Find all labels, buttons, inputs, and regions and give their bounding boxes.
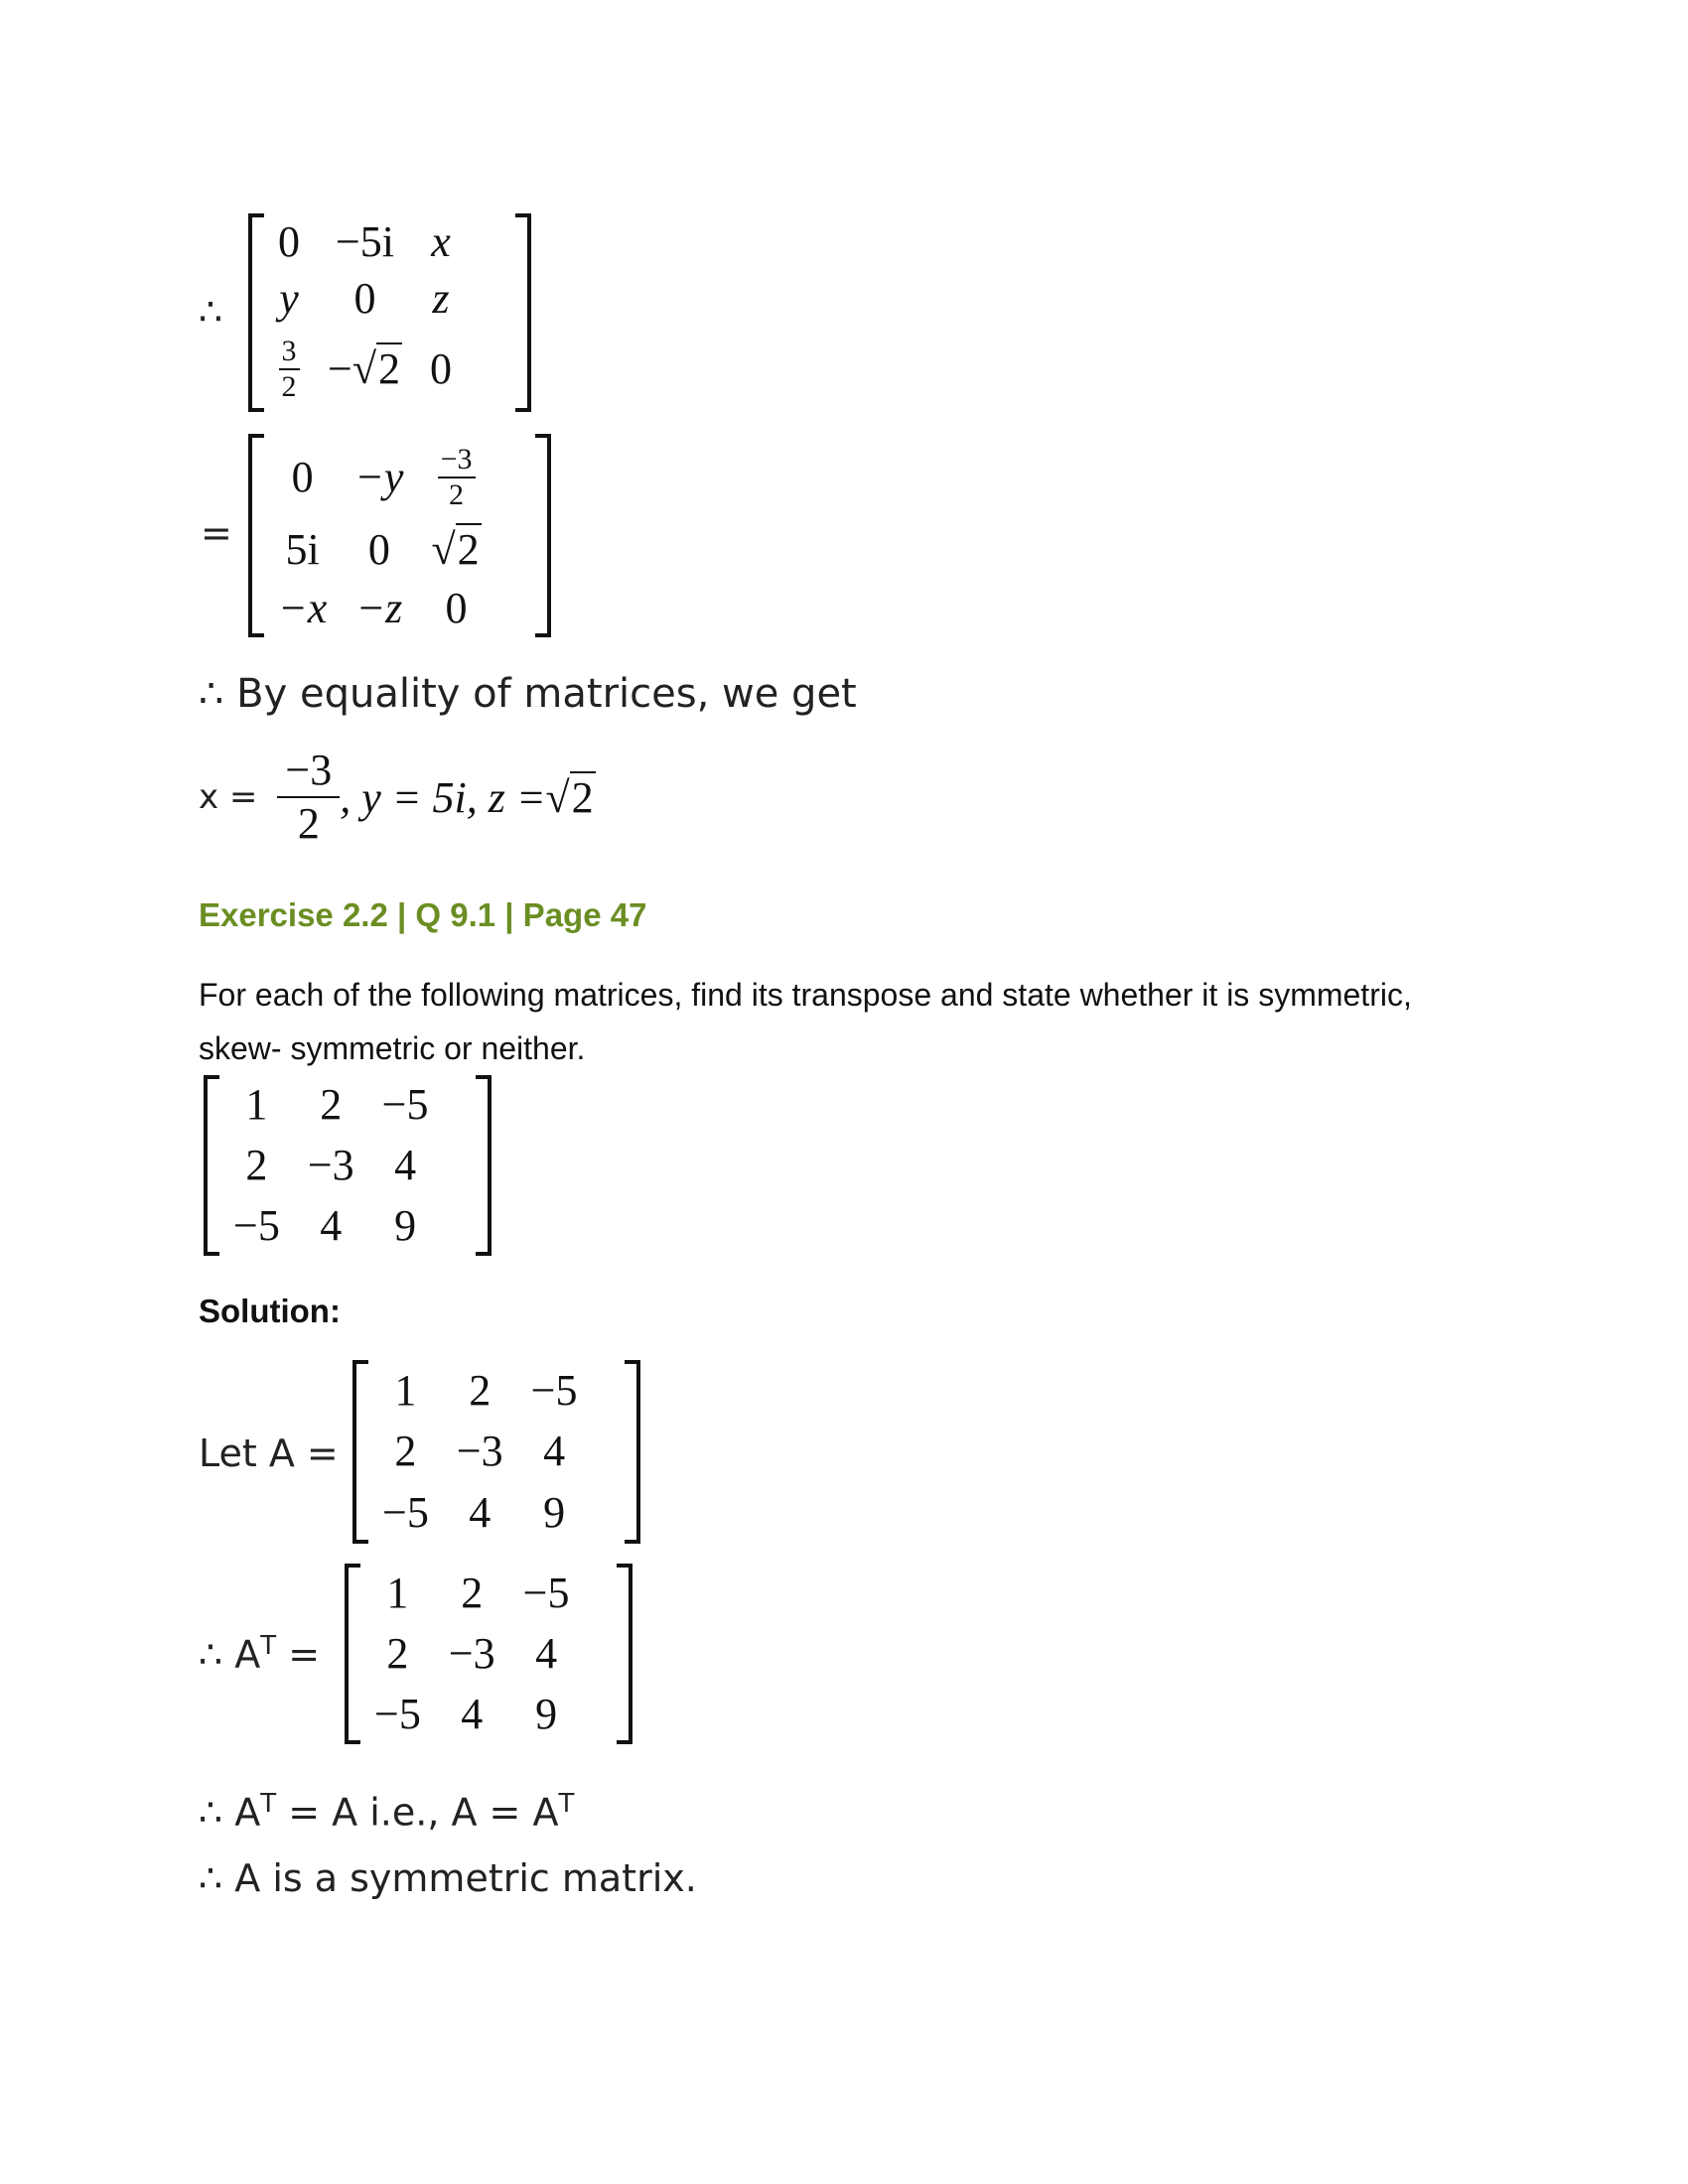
matrix-cell: 4: [394, 1140, 417, 1189]
matrix-cell: −5: [522, 1569, 570, 1618]
sqrt-expression: √2: [545, 772, 594, 822]
matrix-cell: [264, 327, 314, 412]
sqrt-expression: √2: [352, 344, 400, 394]
matrix-cell: y: [279, 273, 299, 323]
matrix-cell: 2: [469, 1365, 492, 1415]
transpose-equality-statement: ∴ $A^T = A$ i.e., $A = A^T$: [199, 1789, 575, 1835]
matrix-cell: 1: [386, 1569, 409, 1618]
matrix-cell: 4: [461, 1689, 484, 1738]
matrix-cell: −x: [278, 583, 328, 632]
let-a-label: Let A =: [199, 1432, 339, 1475]
fraction: $\frac{-3}{2}$: [438, 445, 476, 510]
solution-label: Solution:: [199, 1293, 341, 1329]
matrix-cell: 4: [320, 1200, 343, 1250]
matrix-cell: −3: [307, 1140, 354, 1189]
matrix-cell: 0: [278, 216, 300, 266]
matrix-cell: 9: [543, 1488, 566, 1538]
matrix-transpose-left: [248, 213, 531, 412]
matrix-cell: [417, 521, 494, 580]
matrix-negative: [248, 434, 551, 637]
matrix-a-transpose: [345, 1564, 633, 1744]
matrix-cell: −5: [233, 1200, 280, 1250]
matrix-cell: 2: [394, 1427, 417, 1476]
matrix-cell: 2: [320, 1080, 343, 1130]
matrix-cell: 2: [245, 1140, 268, 1189]
matrix-cell: 5i: [285, 525, 320, 575]
matrix-cell: −5i: [335, 216, 395, 266]
matrix-cell: 9: [394, 1200, 417, 1250]
therefore-symbol: ∴: [199, 290, 223, 334]
matrix-cell: −√2: [328, 344, 400, 394]
matrix-a: [352, 1360, 640, 1544]
fraction: $\frac{3}{2}$: [279, 337, 300, 402]
conclusion-statement: ∴ A is a symmetric matrix.: [199, 1856, 697, 1900]
matrix-cell: 0: [353, 273, 376, 323]
matrix-cell: 1: [245, 1080, 268, 1130]
matrix-cell: 2: [386, 1628, 409, 1678]
matrix-cell: 1: [394, 1365, 417, 1415]
matrix-cell: 4: [535, 1628, 558, 1678]
question-matrix: [204, 1075, 492, 1256]
matrix-cell: −5: [382, 1488, 429, 1538]
sqrt-expression: √2: [431, 525, 480, 575]
matrix-cell: −y: [354, 452, 404, 501]
matrix-cell: 0: [445, 583, 468, 632]
matrix-cell: −5: [374, 1689, 421, 1738]
matrix-cell: 4: [469, 1488, 492, 1538]
matrix-cell: −5: [381, 1080, 429, 1130]
matrix-cell: 0: [367, 525, 390, 575]
matrix-cell: [417, 434, 494, 521]
matrix-cell: −3: [456, 1427, 503, 1476]
exercise-heading: Exercise 2.2 | Q 9.1 | Page 47: [199, 896, 647, 933]
question-text: For each of the following matrices, find its transpose and state whether it is symmetric, skew- symmetric or neither.: [199, 977, 1412, 1066]
matrix-cell: 2: [461, 1569, 484, 1618]
matrix-cell: 4: [543, 1427, 566, 1476]
matrix-cell: z: [432, 273, 450, 323]
matrix-cell: −z: [355, 583, 403, 632]
matrix-cell: 9: [535, 1689, 558, 1738]
fraction: $\frac{-3}{2}$: [277, 749, 340, 846]
matrix-cell: −5: [530, 1365, 578, 1415]
matrix-cell: x: [431, 216, 451, 266]
equality-statement: ∴ By equality of matrices, we get: [199, 671, 857, 717]
matrix-cell: −3: [448, 1628, 495, 1678]
a-transpose-label: ∴ $A^T$ =: [199, 1631, 321, 1677]
matrix-cell: 0: [291, 452, 314, 501]
matrix-cell: 0: [429, 344, 452, 394]
result-equation: x = $\frac{-3}{2}$ , y = 5i, z = √2: [199, 746, 594, 848]
equals-sign: =: [201, 511, 232, 555]
